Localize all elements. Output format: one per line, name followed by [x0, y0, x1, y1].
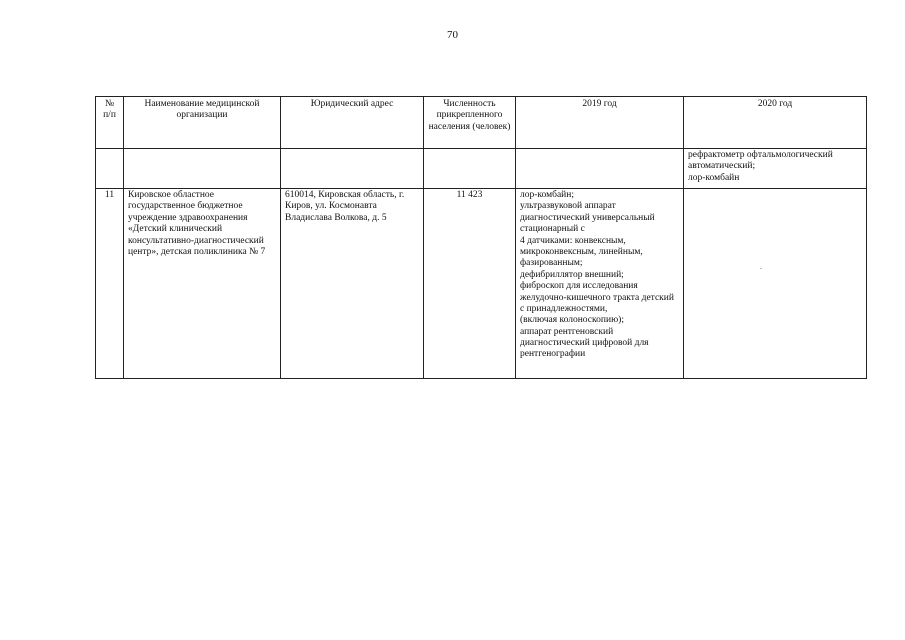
organization-name-cell: [124, 149, 281, 189]
table-row: [96, 189, 867, 379]
equipment-2019-cell: [516, 149, 684, 189]
header-population: Численность прикрепленного населения (человек): [424, 97, 516, 149]
equipment-table: [95, 96, 867, 379]
header-2019: 2019 год: [516, 97, 684, 149]
table-row: [96, 149, 867, 189]
header-num: № п/п: [96, 97, 124, 149]
legal-address-cell: 610014, Кировская область, г. Киров, ул. Космонавта Владислава Волкова, д. 5: [281, 189, 424, 379]
header-row: [96, 97, 867, 149]
page-number: 70: [447, 29, 458, 41]
header-2020: 2020 год: [684, 97, 867, 149]
row-number-cell: [96, 149, 124, 189]
scan-artifact: [760, 268, 762, 269]
population-cell: [424, 149, 516, 189]
equipment-2019-cell: лор-комбайн; ультразвуковой аппарат диагностический универсальный стационарный с 4 датчиками: конвексным, микроконвексным, линейным, фазированным; дефибриллятор внешний; фиброскоп для исследования желудочно-кишечного тракта детский с принадлежностями, (включая колоноскопию); аппарат рентгеновский диагностический цифровой для рентгенографии: [516, 189, 684, 379]
row-number-cell: 11: [96, 189, 124, 379]
equipment-2020-cell: [684, 189, 867, 379]
header-address: Юридический адрес: [281, 97, 424, 149]
population-cell: 11 423: [424, 189, 516, 379]
legal-address-cell: [281, 149, 424, 189]
equipment-2020-cell: рефрактометр офтальмологический автоматический; лор-комбайн: [684, 149, 867, 189]
organization-name-cell: Кировское областное государственное бюджетное учреждение здравоохранения «Детский клинический консультативно-диагностический центр», детская поликлиника № 7: [124, 189, 281, 379]
header-name: Наименование медицинской организации: [124, 97, 281, 149]
